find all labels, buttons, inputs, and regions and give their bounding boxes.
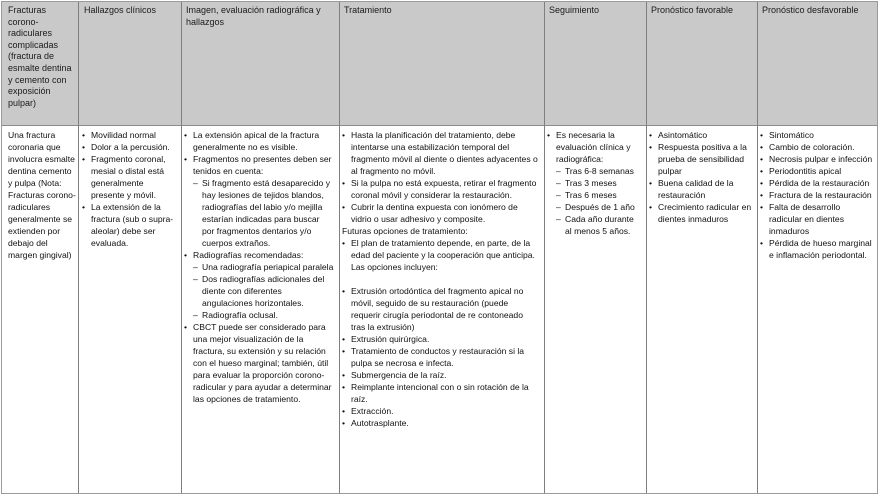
header-hallazgos: Hallazgos clínicos [84,5,157,15]
list-item: • Pérdida de la restauración [760,178,870,188]
followup-interval: – Después de 1 año [556,202,635,212]
treatment-option: • Extrusión quirúrgica. [342,334,430,344]
list-item: • Movilidad normal [82,130,156,140]
list-item: • La extensión de la fractura (sub o supra-aleolar) debe ser evaluada. [82,202,174,248]
list-item: • Periodontitis apical [760,166,842,176]
list-item: • Radiografías recomendadas: – Una radiografía periapical paralela – Dos radiografías adicionales del diente con diferentes angulaciones horizontales. – Radiografía oclusal. [184,250,334,320]
column-divider [78,2,79,493]
list-item: • Asintomático [649,130,708,140]
list-item: • Fragmento coronal, mesial o distal está generalmente presente y móvil. [82,154,166,200]
header-imagen: Imagen, evaluación radiográfica y hallazgos [186,5,321,27]
treatment-option: • Tratamiento de conductos y restauración si la pulpa se necrosa e infecta. [342,346,525,368]
favorable-cell [649,129,753,225]
desfavorable-cell [760,129,874,261]
treatment-option: • Extrusión ortodóntica del fragmento apical no móvil, seguido de su restauración (puede requerir cirugía periodontal de re contoneado tras la extrusión) [342,286,524,332]
future-options-label: Futuras opciones de tratamiento: [342,226,468,236]
treatment-option: • Autotrasplante. [342,418,409,428]
sub-list-item: – Radiografía oclusal. [193,310,278,320]
list-item: • El plan de tratamiento depende, en parte, de la edad del paciente y la cooperación que anticipa. Las opciones incluyen: [342,238,535,272]
treatment-option: • Extracción. [342,406,394,416]
tratamiento-cell [342,129,538,429]
imagen-cell [184,129,334,405]
followup-interval: – Tras 6-8 semanas [556,166,634,176]
list-item: • Si la pulpa no está expuesta, retirar el fragmento coronal móvil y considerar la restauración. [342,178,537,200]
list-item: • La extensión apical de la fractura generalmente no es visible. [184,130,320,152]
list-item: • Cubrir la dentina expuesta con ionómero de vidrio o usar adhesivo y composite. [342,202,518,224]
followup-interval: – Cada año durante al menos 5 años. [556,214,634,236]
list-item: • Falta de desarrollo radicular en dientes inmaduros [760,202,845,236]
list-item: • Crecimiento radicular en dientes inmaduros [649,202,752,224]
sub-list-item: – Si fragmento está desaparecido y hay lesiones de tejidos blandos, radiografías del labio y/o mejilla estarían indicadas para buscar por fragmentos dentarios y/o cuerpos extraños. [193,178,331,248]
list-item: • Necrosis pulpar e infección [760,154,873,164]
sub-list-item: – Una radiografía periapical paralela [193,262,334,272]
list-item: • Es necesaria la evaluación clínica y radiográfica: – Tras 6-8 semanas – Tras 3 meses – Tras 6 meses – Después de 1 año – Cada año durante al menos 5 años. [547,129,641,237]
list-item: • Respuesta positiva a la prueba de sensibilidad pulpar [649,142,747,176]
header-diagnosis: Fracturas corono-radiculares complicadas (fractura de esmalte dentina y cemento con exposición pulpar) [8,5,72,108]
seguimiento-cell [547,129,641,237]
table-header-row [2,2,877,126]
column-divider [646,2,647,493]
treatment-option: • Submergencia de la raíz. [342,370,447,380]
diagnosis-description: Una fractura coronaria que involucra esmalte dentina cemento y pulpa (Nota: Fracturas corono-radiculares generalmente se extienden por debajo del margen gingival) [8,130,76,260]
followup-interval: – Tras 6 meses [556,190,617,200]
column-divider [757,2,758,493]
list-item: • Fragmentos no presentes deben ser tenidos en cuenta: – Si fragmento está desaparecido y hay lesiones de tejidos blandos, radiografías del labio y/o mejilla estarían indicadas para buscar por fragmentos dentarios y/o cuerpos extraños. [184,153,334,249]
list-item: • Cambio de coloración. [760,142,855,152]
list-item: • Hasta la planificación del tratamiento, debe intentarse una estabilización temporal del fragmento móvil al diente o dientes adyacentes o al fragmento no móvil. [342,130,538,176]
hallazgos-cell [82,129,178,249]
header-pronostico-favorable: Pronóstico favorable [651,5,734,15]
list-item: • Sintomático [760,130,814,140]
treatment-table [1,1,878,494]
sub-list-item: – Dos radiografías adicionales del diente con diferentes angulaciones horizontales. [193,274,325,308]
list-item: • CBCT puede ser considerado para una mejor visualización de la fractura, su extensión y su relación con el hueso marginal; también, útil para evaluar la proporción corono-radicular y para ayudar a determinar las opciones de tratamiento. [184,322,332,404]
treatment-option: • Reimplante intencional con o sin rotación de la raíz. [342,382,529,404]
column-divider [544,2,545,493]
list-item: • Buena calidad de la restauración [649,178,734,200]
column-divider [339,2,340,493]
list-item: • Fractura de la restauración [760,190,872,200]
column-divider [181,2,182,493]
followup-interval: – Tras 3 meses [556,178,617,188]
header-seguimiento: Seguimiento [549,5,600,15]
header-pronostico-desfavorable: Pronóstico desfavorable [762,5,859,15]
list-item: • Pérdida de hueso marginal e inflamación periodontal. [760,238,872,260]
header-tratamiento: Tratamiento [344,5,392,15]
list-item: • Dolor a la percusión. [82,142,170,152]
